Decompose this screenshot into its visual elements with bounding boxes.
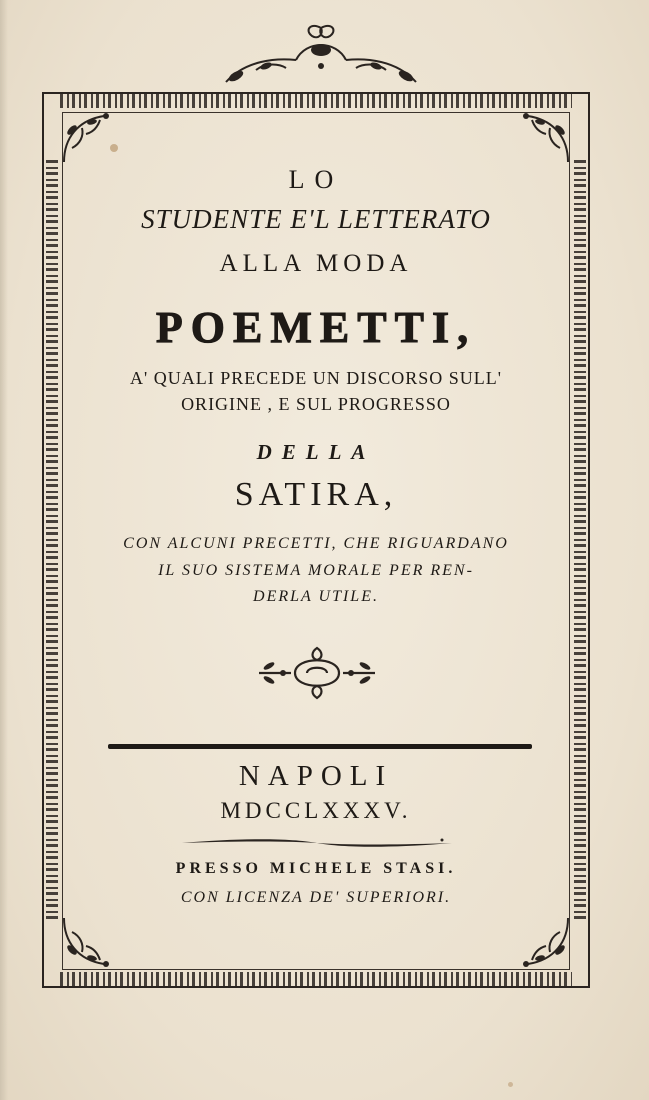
corner-ornament-top-right (514, 108, 574, 168)
title-poemetti: POEMETTI, (155, 303, 477, 352)
subtitle-line-della: DELLA (256, 440, 376, 464)
imprint-swell-rule (180, 836, 454, 850)
title-line-moda: ALLA MODA (219, 250, 413, 277)
frame-border-right (574, 160, 586, 920)
acanthus-corner-icon (514, 912, 574, 972)
subtitle-line-origine: ORIGINE , E SUL PROGRESSO (181, 394, 451, 414)
title-line-studente: STUDENTE E'L LETTERATO (141, 204, 491, 234)
corner-ornament-top-left (58, 108, 118, 168)
foxing-stain (508, 1082, 513, 1087)
imprint-license: CON LICENZA DE' SUPERIORI. (180, 889, 452, 906)
title-line-lo: LO (288, 165, 344, 194)
title-satira: SATIRA, (234, 476, 398, 513)
swell-rule-icon (180, 836, 454, 850)
description-line-precetti: CON ALCUNI PRECETTI, CHE RIGUARDANO (123, 535, 509, 552)
subtitle-line-quali: A' QUALI PRECEDE UN DISCORSO SULL' (129, 368, 502, 388)
description-line-utile: DERLA UTILE. (253, 588, 379, 605)
description-line-sistema: IL SUO SISTEMA MORALE PER REN- (158, 562, 474, 579)
imprint-rule (108, 744, 532, 749)
frame-border-top (60, 94, 572, 108)
frame-border-bottom (60, 972, 572, 986)
crown-icon (196, 20, 446, 90)
acanthus-corner-icon (58, 108, 118, 168)
spine-shadow (0, 0, 8, 1100)
acanthus-corner-icon (58, 912, 118, 972)
scroll-vignette-icon (255, 642, 379, 704)
frame-border-left (46, 160, 58, 920)
scroll-vignette-ornament (255, 642, 379, 704)
corner-ornament-bottom-right (514, 912, 574, 972)
corner-ornament-bottom-left (58, 912, 118, 972)
imprint-year: MDCCLXXXV. (220, 798, 412, 823)
acanthus-corner-icon (514, 108, 574, 168)
floral-crown-ornament (196, 20, 446, 90)
imprint-place: NAPOLI (238, 760, 394, 792)
imprint-printer: PRESSO MICHELE STASI. (175, 860, 457, 877)
